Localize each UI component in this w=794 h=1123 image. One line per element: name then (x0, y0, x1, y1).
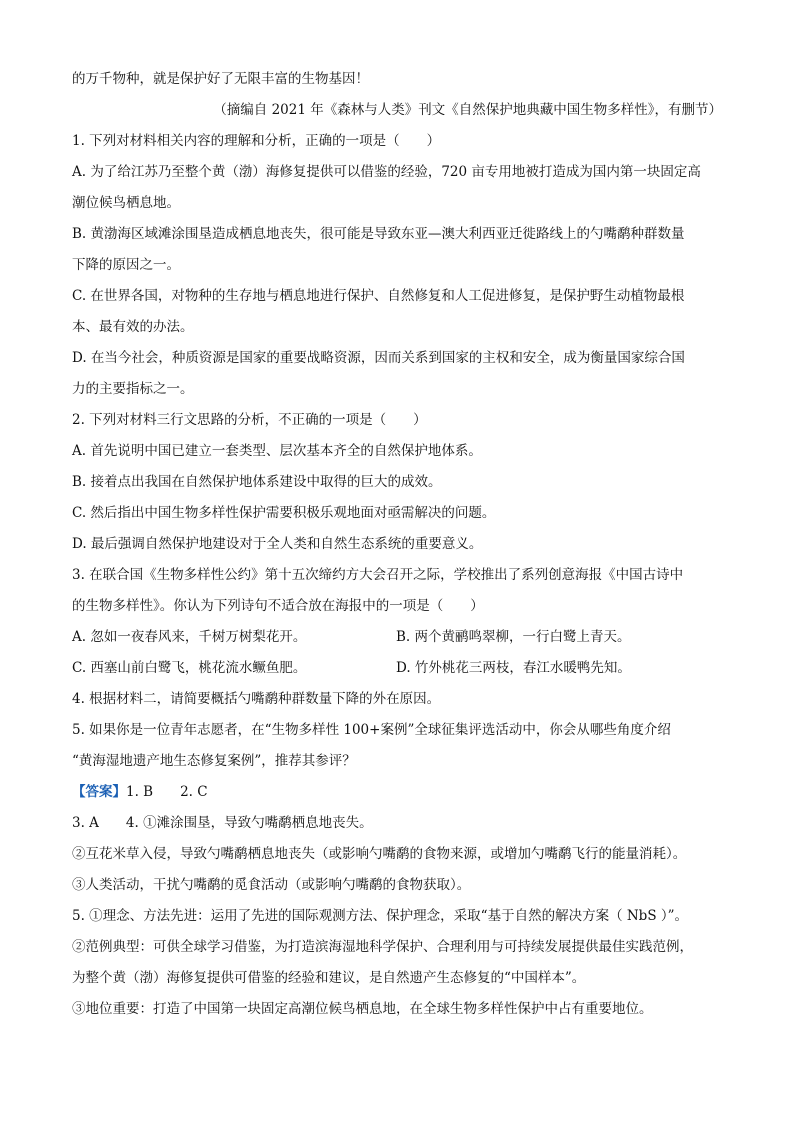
q3-stem-line1: 3. 在联合国《生物多样性公约》第十五次缔约方大会召开之际，学校推出了系列创意海报《中国古诗中 (72, 567, 684, 583)
q3-option-a: A. 忽如一夜春风来，千树万树梨花开。 (72, 629, 307, 645)
answer-1-2: 1. B 2. C (126, 784, 208, 800)
q1-option-d-line2: 力的主要指标之一。 (72, 381, 194, 397)
answer-5-point1: 5. ①理念、方法先进：运用了先进的国际观测方法、保护理念，采取“基于自然的解决方案（ NbS ）”。 (72, 908, 689, 924)
q3-option-b: B. 两个黄鹂鸣翠柳，一行白鹭上青天。 (396, 629, 631, 645)
q1-option-a-line1: A. 为了给江苏乃至整个黄（渤）海修复提供可以借鉴的经验，720 亩专用地被打造成为国内第一块固定高 (72, 164, 701, 180)
q3-option-d: D. 竹外桃花三两枝，春江水暖鸭先知。 (396, 660, 631, 676)
intro-end-line: 的万千物种，就是保护好了无限丰富的生物基因！ (72, 71, 369, 87)
answer-5-point3: ③地位重要：打造了中国第一块固定高潮位候鸟栖息地，在全球生物多样性保护中占有重要地位。 (72, 1001, 653, 1017)
answer-4-point2: ②互花米草入侵，导致勺嘴鹬栖息地丧失（或影响勺嘴鹬的食物来源，或增加勺嘴鹬飞行的能量消耗）。 (72, 846, 687, 862)
q1-option-c-line1: C. 在世界各国，对物种的生存地与栖息地进行保护、自然修复和人工促进修复，是保护野生动植物最根 (72, 288, 685, 304)
q1-option-b-line1: B. 黄渤海区域滩涂围垦造成栖息地丧失，很可能是导致东亚—澳大利西亚迁徙路线上的勺嘴鹬种群数量 (72, 226, 685, 242)
q3-options-row2 (72, 653, 722, 684)
q1-option-a-line2: 潮位候鸟栖息地。 (72, 195, 180, 211)
q1-option-c-line2: 本、最有效的办法。 (72, 319, 194, 335)
answer-tag: 【答案】 (72, 784, 126, 800)
q5-stem-line1: 5. 如果你是一位青年志愿者，在“生物多样性 100+案例”全球征集评选活动中，你会从哪些角度介绍 (72, 722, 671, 738)
q5-stem-line2: “黄海湿地遗产地生态修复案例”，推荐其参评？ (72, 753, 356, 769)
q1-option-b-line2: 下降的原因之一。 (72, 257, 180, 273)
q2-option-c: C. 然后指出中国生物多样性保护需要积极乐观地面对亟需解决的问题。 (72, 505, 496, 521)
q2-option-a: A. 首先说明中国已建立一套类型、层次基本齐全的自然保护地体系。 (72, 443, 482, 459)
q3-option-c: C. 西塞山前白鹭飞，桃花流水鳜鱼肥。 (72, 660, 307, 676)
q1-option-d-line1: D. 在当今社会，种质资源是国家的重要战略资源，因而关系到国家的主权和安全，成为衡量国家综合国 (72, 350, 685, 366)
answer-line-1-2 (72, 777, 722, 808)
answer-line-3-4: 3. A 4. ①滩涂围垦，导致勺嘴鹬栖息地丧失。 (72, 815, 373, 831)
answer-5-point2-line1: ②范例典型：可供全球学习借鉴，为打造滨海湿地科学保护、合理利用与可持续发展提供最佳实践范例， (72, 939, 693, 955)
q4-stem: 4. 根据材料二，请简要概括勺嘴鹬种群数量下降的外在原因。 (72, 691, 441, 707)
q2-option-b: B. 接着点出我国在自然保护地体系建设中取得的巨大的成效。 (72, 474, 442, 490)
source-citation: （摘编自 2021 年《森林与人类》刊文《自然保护地典藏中国生物多样性》，有删节） (213, 102, 722, 118)
q3-options-row1 (72, 622, 722, 653)
answer-4-point3: ③人类活动，干扰勺嘴鹬的觅食活动（或影响勺嘴鹬的食物获取）。 (72, 877, 471, 893)
answer-5-point2-line2: 为整个黄（渤）海修复提供可借鉴的经验和建议，是自然遗产生态修复的“中国样本”。 (72, 970, 586, 986)
q2-stem: 2. 下列对材料三行文思路的分析，不正确的一项是（ ） (72, 412, 427, 428)
document-page (72, 64, 722, 1025)
q3-stem-line2: 的生物多样性》。你认为下列诗句不适合放在海报中的一项是（ ） (72, 598, 484, 614)
q1-stem: 1. 下列对材料相关内容的理解和分析，正确的一项是（ ） (72, 133, 441, 149)
q2-option-d: D. 最后强调自然保护地建设对于全人类和自然生态系统的重要意义。 (72, 536, 483, 552)
